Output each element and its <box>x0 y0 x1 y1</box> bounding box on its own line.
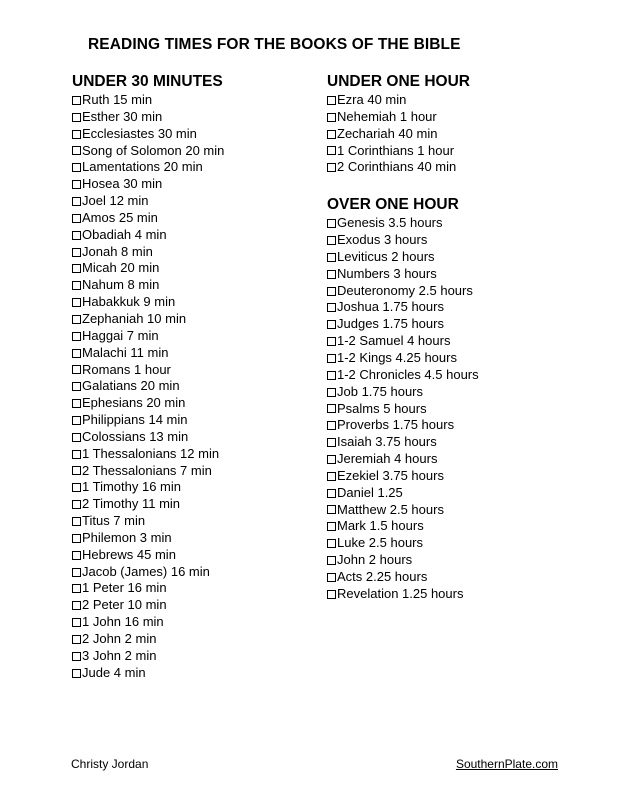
checkbox-icon[interactable] <box>72 483 81 492</box>
checkbox-icon[interactable] <box>327 371 336 380</box>
checkbox-icon[interactable] <box>72 231 81 240</box>
book-list-item <box>72 580 352 597</box>
checkbox-icon[interactable] <box>327 270 336 279</box>
book-label: Titus 7 min <box>82 513 146 529</box>
book-label: Nehemiah 1 hour <box>337 108 437 124</box>
checkbox-icon[interactable] <box>72 349 81 358</box>
book-label: Proverbs 1.75 hours <box>337 417 455 433</box>
book-list-under-one-hour <box>327 92 607 176</box>
book-list-item <box>72 597 352 614</box>
checkbox-icon[interactable] <box>327 337 336 346</box>
checkbox-icon[interactable] <box>327 505 336 514</box>
checkbox-icon[interactable] <box>72 618 81 627</box>
book-list-item <box>72 631 352 648</box>
checkbox-icon[interactable] <box>72 264 81 273</box>
book-label: 1 Timothy 16 min <box>82 479 181 495</box>
book-list-item <box>72 395 352 412</box>
book-list-item <box>72 244 352 261</box>
book-list-item <box>327 535 607 552</box>
page-title: READING TIMES FOR THE BOOKS OF THE BIBLE <box>88 36 461 53</box>
book-list-item <box>327 502 607 519</box>
checkbox-icon[interactable] <box>327 320 336 329</box>
checkbox-icon[interactable] <box>72 163 81 172</box>
footer-site-link[interactable]: SouthernPlate.com <box>455 757 558 771</box>
checkbox-icon[interactable] <box>72 534 81 543</box>
checkbox-icon[interactable] <box>72 635 81 644</box>
book-list-over-one-hour <box>327 215 607 602</box>
checkbox-icon[interactable] <box>72 433 81 442</box>
book-list-item <box>327 451 607 468</box>
book-list-item <box>72 92 352 109</box>
checkbox-icon[interactable] <box>327 287 336 296</box>
book-list-item <box>72 176 352 193</box>
book-label: Amos 25 min <box>82 209 158 225</box>
book-list-item <box>72 143 352 160</box>
book-list-item <box>327 468 607 485</box>
book-list-item <box>327 283 607 300</box>
book-list-item <box>72 159 352 176</box>
book-list-item <box>72 463 352 480</box>
book-label: Ruth 15 min <box>82 92 153 107</box>
book-list-item <box>72 446 352 463</box>
book-label: Matthew 2.5 hours <box>337 501 444 517</box>
checkbox-icon[interactable] <box>72 669 81 678</box>
book-label: Joshua 1.75 hours <box>337 299 444 315</box>
checkbox-icon[interactable] <box>72 248 81 257</box>
book-label: 3 John 2 min <box>82 647 157 663</box>
checkbox-icon[interactable] <box>72 652 81 661</box>
book-list-item <box>72 648 352 665</box>
book-list-item <box>72 328 352 345</box>
checkbox-icon[interactable] <box>72 517 81 526</box>
checkbox-icon[interactable] <box>327 113 336 122</box>
book-label: Galatians 20 min <box>82 378 180 394</box>
book-label: Daniel 1.25 <box>337 484 403 500</box>
book-list-item <box>72 479 352 496</box>
checkbox-icon[interactable] <box>327 130 336 139</box>
book-list-item <box>327 384 607 401</box>
book-label: John 2 hours <box>337 552 413 568</box>
checkbox-icon[interactable] <box>72 584 81 593</box>
book-list-item <box>327 518 607 535</box>
book-list-item <box>327 350 607 367</box>
checkbox-icon[interactable] <box>327 590 336 599</box>
book-label: Ezekiel 3.75 hours <box>337 467 444 483</box>
checkbox-icon[interactable] <box>72 399 81 408</box>
book-list-item <box>72 547 352 564</box>
checkbox-icon[interactable] <box>327 388 336 397</box>
checkbox-icon[interactable] <box>327 455 336 464</box>
book-label: Jacob (James) 16 min <box>82 563 210 579</box>
book-list-item <box>72 564 352 581</box>
book-list-item <box>327 299 607 316</box>
book-label: Revelation 1.25 hours <box>337 585 464 601</box>
book-list-item <box>327 367 607 384</box>
book-list-item <box>72 412 352 429</box>
book-list-item <box>327 266 607 283</box>
section-heading-over-one-hour: OVER ONE HOUR <box>327 196 459 214</box>
book-label: Esther 30 min <box>82 108 163 124</box>
book-list-item <box>327 126 607 143</box>
book-label: 1-2 Chronicles 4.5 hours <box>337 366 479 382</box>
book-list-item <box>72 294 352 311</box>
checkbox-icon[interactable] <box>72 214 81 223</box>
book-label: Isaiah 3.75 hours <box>337 434 437 450</box>
book-label: Habakkuk 9 min <box>82 294 176 310</box>
book-list-item <box>72 429 352 446</box>
book-label: Joel 12 min <box>82 193 149 209</box>
book-label: Psalms 5 hours <box>337 400 427 416</box>
book-list-item <box>327 143 607 160</box>
book-label: Micah 20 min <box>82 260 160 276</box>
book-label: Acts 2.25 hours <box>337 568 428 584</box>
book-list-item <box>327 249 607 266</box>
checkbox-icon[interactable] <box>327 96 336 105</box>
book-list-item <box>327 159 607 176</box>
book-list-item <box>72 311 352 328</box>
book-label: Romans 1 hour <box>82 361 171 377</box>
book-list-item <box>327 401 607 418</box>
book-list-item <box>327 215 607 232</box>
section-heading-under-one-hour: UNDER ONE HOUR <box>327 73 470 90</box>
book-list-item <box>327 434 607 451</box>
checkbox-icon[interactable] <box>72 96 81 105</box>
book-list-item <box>72 362 352 379</box>
book-label: Mark 1.5 hours <box>337 518 424 534</box>
book-list-item <box>72 614 352 631</box>
checkbox-icon[interactable] <box>72 298 81 307</box>
checkbox-icon[interactable] <box>327 539 336 548</box>
book-label: 1 Corinthians 1 hour <box>337 142 455 158</box>
book-list-item <box>72 260 352 277</box>
footer-author: Christy Jordan <box>71 757 149 771</box>
book-label: 1 Thessalonians 12 min <box>82 445 220 461</box>
left-column <box>72 73 352 682</box>
checkbox-icon[interactable] <box>72 197 81 206</box>
book-list-item <box>327 485 607 502</box>
checkbox-icon[interactable] <box>327 421 336 430</box>
checkbox-icon[interactable] <box>327 556 336 565</box>
checkbox-icon[interactable] <box>327 303 336 312</box>
book-list-item <box>72 277 352 294</box>
checkbox-icon[interactable] <box>327 163 336 172</box>
book-label: 1 Peter 16 min <box>82 580 167 596</box>
book-list-item <box>72 345 352 362</box>
book-list-item <box>72 665 352 682</box>
checkbox-icon[interactable] <box>72 466 81 475</box>
book-list-item <box>327 333 607 350</box>
book-label: Numbers 3 hours <box>337 265 437 281</box>
checkbox-icon[interactable] <box>327 438 336 447</box>
checkbox-icon[interactable] <box>327 219 336 228</box>
book-label: Genesis 3.5 hours <box>337 215 443 231</box>
book-label: 2 John 2 min <box>82 631 157 646</box>
book-label: Ezra 40 min <box>337 92 407 107</box>
checkbox-icon[interactable] <box>72 450 81 459</box>
checkbox-icon[interactable] <box>327 253 336 262</box>
section-heading-under-30-minutes: UNDER 30 MINUTES <box>72 73 223 90</box>
book-label: Exodus 3 hours <box>337 232 428 248</box>
book-label: Hebrews 45 min <box>82 546 176 562</box>
book-list-item <box>72 126 352 143</box>
checkbox-icon[interactable] <box>72 130 81 139</box>
book-label: Jonah 8 min <box>82 243 153 259</box>
book-label: Jude 4 min <box>82 664 146 680</box>
checkbox-icon[interactable] <box>327 573 336 582</box>
book-label: Zephaniah 10 min <box>82 310 187 326</box>
book-label: Jeremiah 4 hours <box>337 451 438 467</box>
book-list-item <box>72 193 352 210</box>
checkbox-icon[interactable] <box>327 472 336 481</box>
book-list-item <box>327 586 607 603</box>
checkbox-icon[interactable] <box>327 354 336 363</box>
book-list-item <box>72 109 352 126</box>
checkbox-icon[interactable] <box>72 113 81 122</box>
book-label: Lamentations 20 min <box>82 159 203 175</box>
book-label: Philippians 14 min <box>82 412 188 428</box>
book-list-item <box>72 530 352 547</box>
checkbox-icon[interactable] <box>72 551 81 560</box>
checkbox-icon[interactable] <box>72 382 81 391</box>
book-label: Zechariah 40 min <box>337 125 438 141</box>
book-label: Leviticus 2 hours <box>337 248 435 264</box>
book-label: Colossians 13 min <box>82 428 189 444</box>
book-list-item <box>327 552 607 569</box>
book-list-item <box>327 569 607 586</box>
checkbox-icon[interactable] <box>72 365 81 374</box>
book-label: 1-2 Kings 4.25 hours <box>337 349 457 365</box>
book-label: Haggai 7 min <box>82 327 159 343</box>
book-label: 2 Thessalonians 7 min <box>82 462 212 478</box>
checkbox-icon[interactable] <box>72 416 81 425</box>
checkbox-icon[interactable] <box>327 236 336 245</box>
book-list-item <box>72 378 352 395</box>
book-label: 2 Timothy 11 min <box>82 496 181 512</box>
book-list-item <box>327 316 607 333</box>
checkbox-icon[interactable] <box>72 315 81 324</box>
book-label: Philemon 3 min <box>82 529 172 545</box>
book-label: Job 1.75 hours <box>337 383 424 399</box>
checkbox-icon[interactable] <box>327 146 336 155</box>
checkbox-icon[interactable] <box>327 404 336 413</box>
book-list-item <box>72 513 352 530</box>
book-label: 1 John 16 min <box>82 614 164 630</box>
book-label: Hosea 30 min <box>82 176 163 192</box>
book-list-item <box>327 109 607 126</box>
book-label: Obadiah 4 min <box>82 226 167 242</box>
checkbox-icon[interactable] <box>72 332 81 341</box>
checkbox-icon[interactable] <box>327 522 336 531</box>
checkbox-icon[interactable] <box>72 180 81 189</box>
checkbox-icon[interactable] <box>72 146 81 155</box>
book-label: 2 Corinthians 40 min <box>337 159 457 175</box>
checkbox-icon[interactable] <box>72 281 81 290</box>
checkbox-icon[interactable] <box>327 489 336 498</box>
book-label: Nahum 8 min <box>82 277 160 293</box>
checkbox-icon[interactable] <box>72 601 81 610</box>
book-list-item <box>327 417 607 434</box>
book-label: Ecclesiastes 30 min <box>82 125 197 141</box>
book-label: 2 Peter 10 min <box>82 597 167 613</box>
book-label: Luke 2.5 hours <box>337 535 424 551</box>
book-list-item <box>72 496 352 513</box>
book-label: Ephesians 20 min <box>82 395 186 411</box>
book-label: Song of Solomon 20 min <box>82 142 225 158</box>
book-list-item <box>72 227 352 244</box>
book-list-item <box>327 92 607 109</box>
book-list-item <box>327 232 607 249</box>
right-column <box>327 73 607 603</box>
book-list-under-30-minutes <box>72 92 352 682</box>
checkbox-icon[interactable] <box>72 568 81 577</box>
checkbox-icon[interactable] <box>72 500 81 509</box>
book-label: Deuteronomy 2.5 hours <box>337 282 473 298</box>
book-label: Judges 1.75 hours <box>337 316 444 332</box>
book-label: Malachi 11 min <box>82 344 169 360</box>
book-label: 1-2 Samuel 4 hours <box>337 333 451 349</box>
book-list-item <box>72 210 352 227</box>
